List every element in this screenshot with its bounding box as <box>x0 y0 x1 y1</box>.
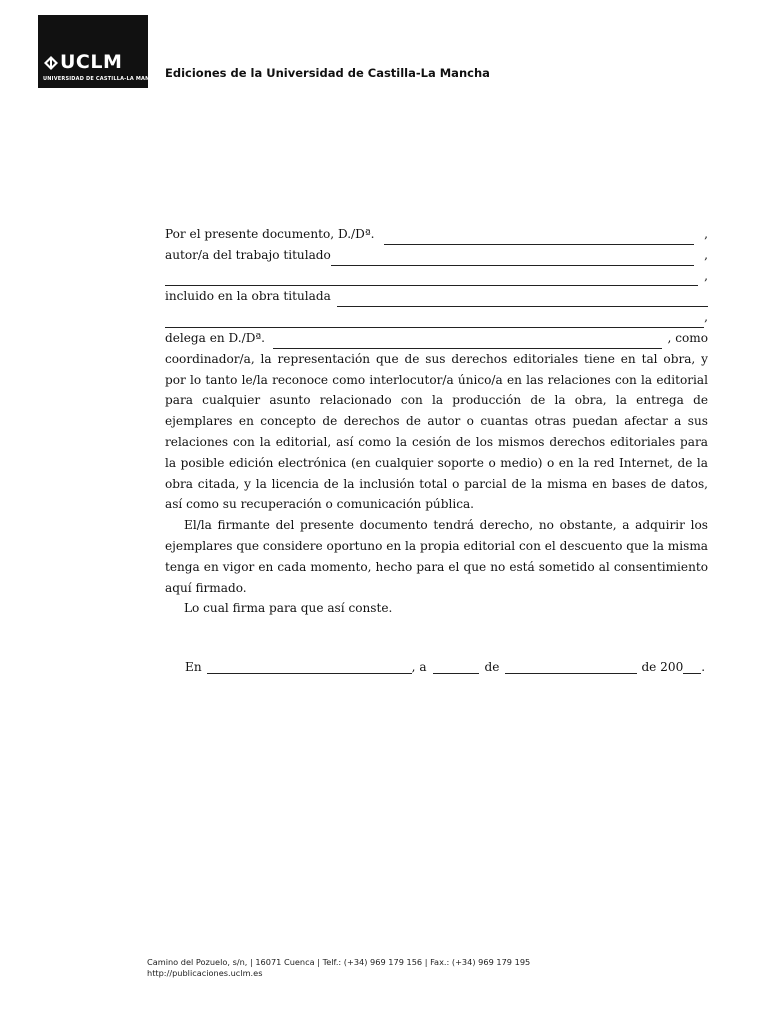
work-title-field[interactable] <box>331 252 694 266</box>
work-title-continued-row <box>165 266 708 287</box>
date-end: . <box>701 660 706 674</box>
date-en-label: En <box>185 660 202 674</box>
rights-paragraph: El/la firmante del presente documento tendrá derecho, no obstante, a adquirir los ejemplares que considere oportuno en la propia editorial con el descuento que la misma tenga en vigor en cada momento, hecho para el que no está sometido al consentimiento aquí firmado. <box>165 518 708 595</box>
delegate-label: delega en D./Dª. <box>165 330 265 345</box>
author-name-label: Por el presente documento, D./Dª. <box>165 227 375 241</box>
delegate-name-field[interactable] <box>273 335 662 349</box>
author-name-row <box>165 224 708 245</box>
work-title-label: autor/a del trabajo titulado <box>165 247 331 262</box>
comma: , <box>704 268 708 283</box>
work-title-row <box>165 245 708 266</box>
logo-text: UCLM <box>60 51 123 73</box>
book-title-row <box>165 286 708 307</box>
book-title-field-continued[interactable] <box>165 314 704 328</box>
day-field[interactable] <box>433 660 479 674</box>
month-field[interactable] <box>505 660 637 674</box>
author-name-field[interactable] <box>384 231 694 245</box>
comma: , <box>704 310 708 325</box>
logo-subtext: UNIVERSIDAD DE CASTILLA-LA MANCHA <box>43 76 162 82</box>
date-de-label: de <box>484 660 500 674</box>
delegate-suffix: , como <box>667 330 708 345</box>
delegate-row <box>165 328 708 349</box>
footer <box>147 957 530 978</box>
publisher-title: Ediciones de la Universidad de Castilla-La Mancha <box>165 66 490 80</box>
place-field[interactable] <box>207 660 412 674</box>
book-title-continued-row <box>165 307 708 328</box>
logo-emblem-icon <box>44 56 58 70</box>
date-year-label: de 200 <box>641 660 684 674</box>
book-title-label: incluido en la obra titulada <box>165 289 331 304</box>
date-line <box>185 660 705 674</box>
year-field[interactable] <box>683 660 701 674</box>
footer-address: Camino del Pozuelo, s/n, | 16071 Cuenca | Telf.: (+34) 969 179 156 | Fax.: (+34) 969 179 195 <box>147 957 531 967</box>
comma: , <box>704 247 708 262</box>
uclm-logo <box>38 15 162 88</box>
work-title-field-continued[interactable] <box>165 272 698 286</box>
delegation-paragraph: coordinador/a, la representación que de sus derechos editoriales tiene en tal obra, y por lo tanto le/la reconoce como interlocutor/a único/a en las relaciones con la editorial para cualquier asunto relacionado con la producción de la obra, la entrega de ejemplares en concepto de derechos de autor o cuantas otras puedan afectar a sus relaciones con la editorial, así como la cesión de los mismos derechos editoriales para la posible edición electrónica (en cualquier soporte o medio) o en la red Internet, de la obra citada, y la licencia de la inclusión total o parcial de la misma en bases de datos, así como su recuperación o comunicación pública. <box>165 351 708 512</box>
comma: , <box>704 227 708 241</box>
date-a-label: , a <box>411 660 427 674</box>
closing-paragraph: Lo cual firma para que así conste. <box>184 601 393 616</box>
footer-url[interactable]: http://publicaciones.uclm.es <box>147 967 263 978</box>
form-body <box>165 224 708 619</box>
book-title-field[interactable] <box>337 293 708 307</box>
